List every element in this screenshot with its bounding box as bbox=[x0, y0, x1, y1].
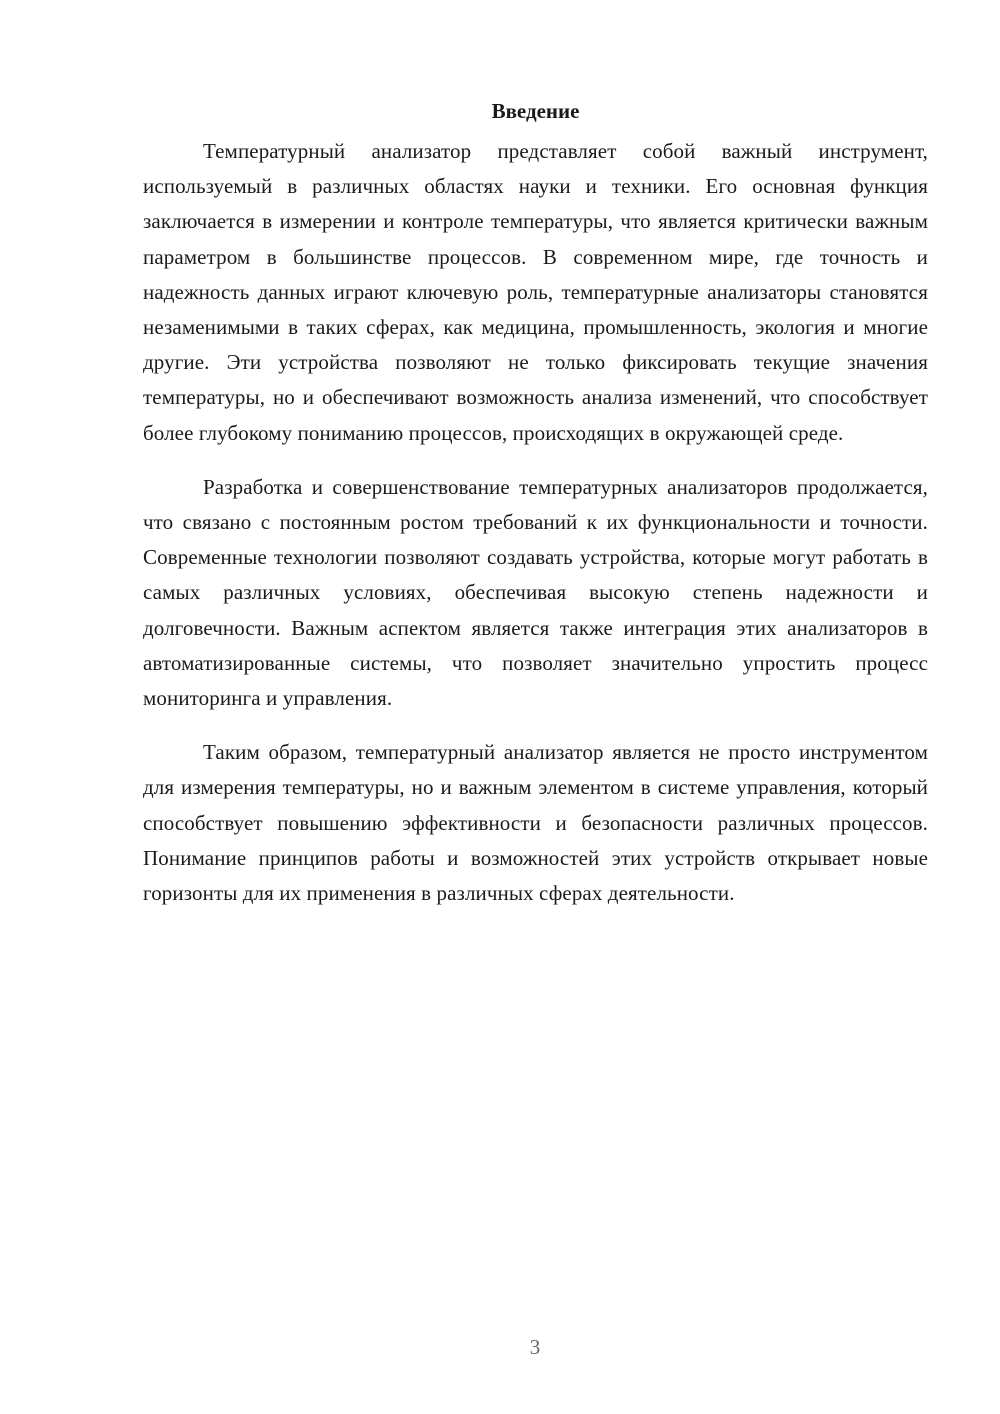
paragraph-development: Разработка и совершенствование температурных анализаторов продолжается, что связано с постоянным ростом требований к их функциональности и точности. Современные технологии позволяют создавать устройства, которые могут работать в самых различных условиях, обеспечивая высокую степень надежности и долговечности. Важным аспектом является также интеграция этих анализаторов в автоматизированные системы, что позволяет значительно упростить процесс мониторинга и управления. bbox=[143, 474, 928, 711]
section-title: Введение bbox=[491, 99, 580, 123]
page-content bbox=[143, 96, 928, 911]
paragraph-intro: Температурный анализатор представляет собой важный инструмент, используемый в различных областях науки и техники. Его основная функция заключается в измерении и контроле температуры, что является критически важным параметром в большинстве процессов. В современном мире, где точность и надежность данных играют ключевую роль, температурные анализаторы становятся незаменимыми в таких сферах, как медицина, промышленность, экология и многие другие. Эти устройства позволяют не только фиксировать текущие значения температуры, но и обеспечивают возможность анализа изменений, что способствует более глубокому пониманию процессов, происходящих в окружающей среде. bbox=[143, 139, 928, 445]
page-number: 3 bbox=[529, 1335, 541, 1359]
paragraph-conclusion: Таким образом, температурный анализатор является не просто инструментом для измерения температуры, но и важным элементом в системе управления, который способствует повышению эффективности и безопасности различных процессов. Понимание принципов работы и возможностей этих устройств открывает новые горизонты для их применения в различных сферах деятельности. bbox=[143, 740, 928, 906]
